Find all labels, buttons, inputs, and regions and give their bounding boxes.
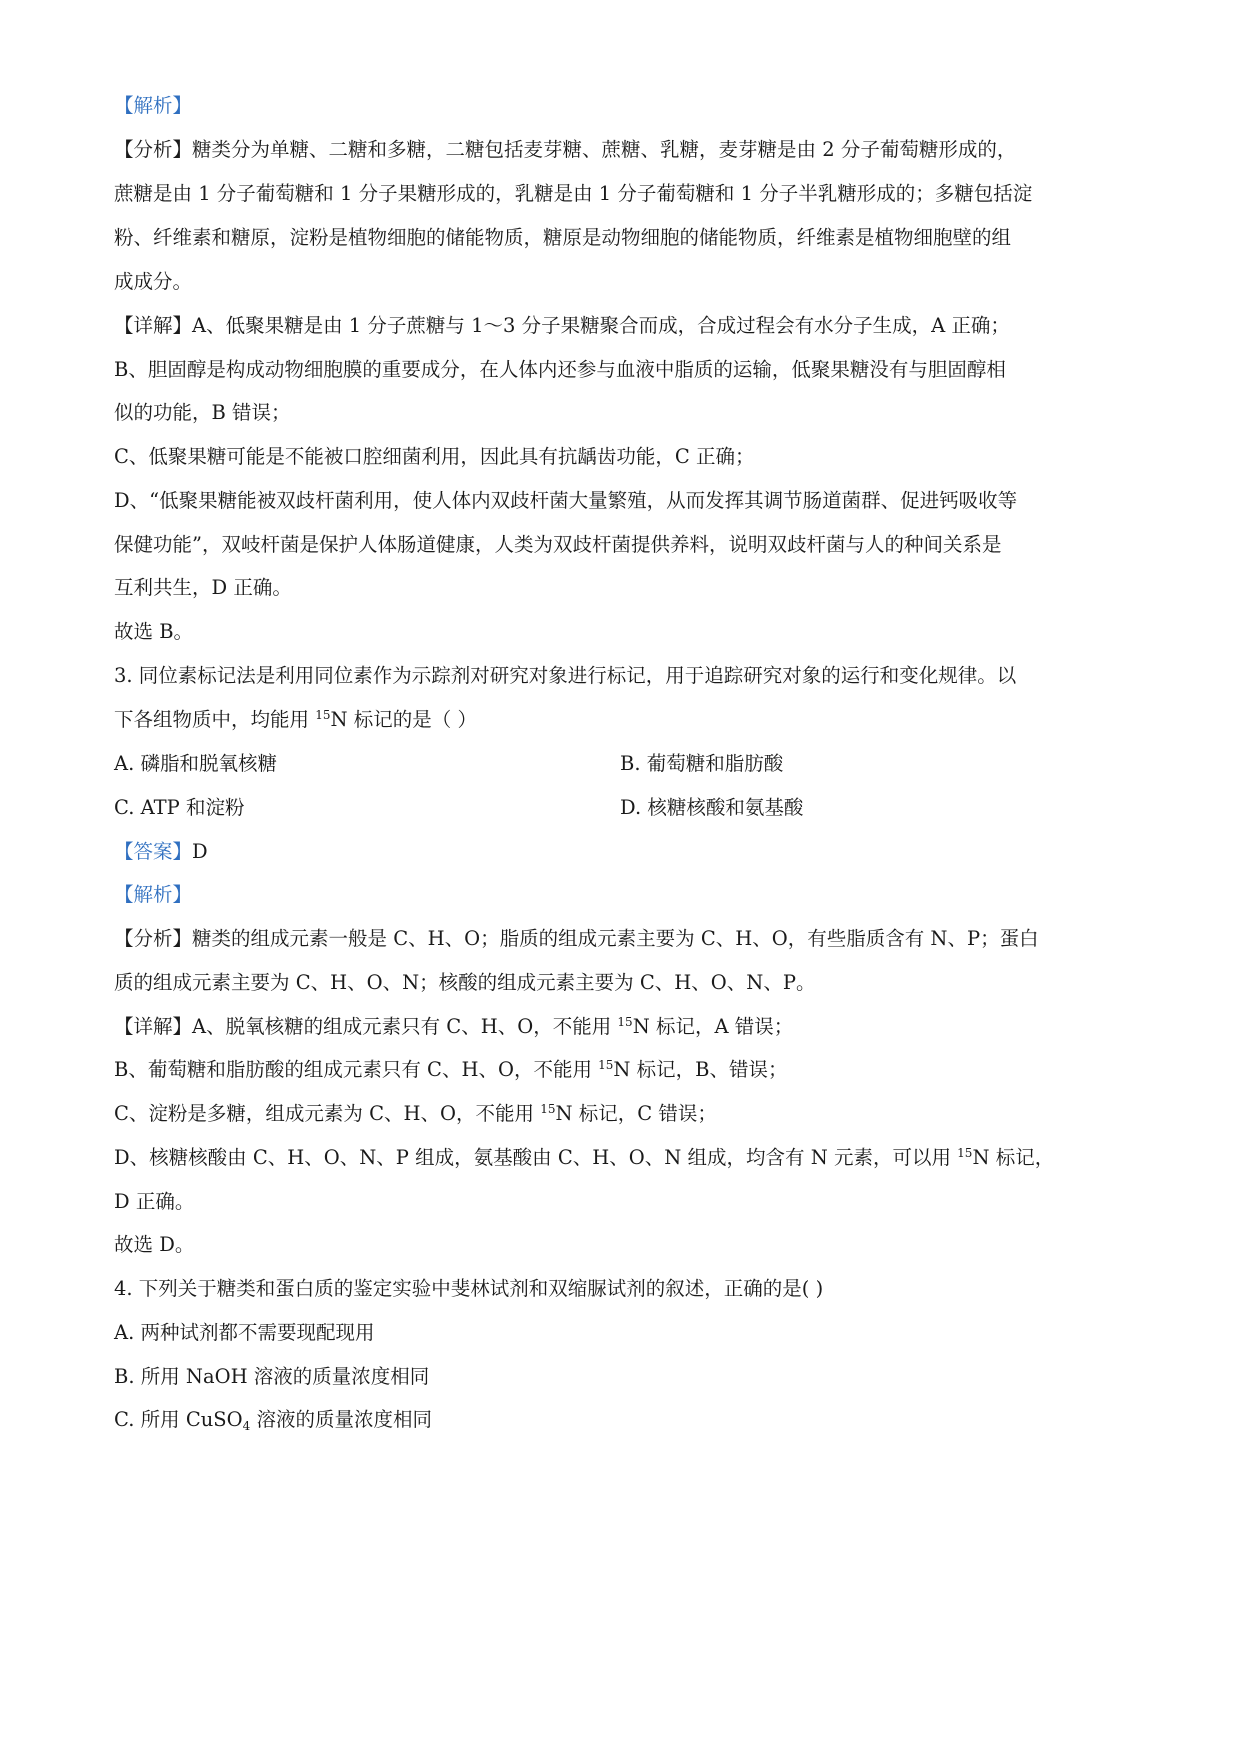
detail-text: N 标记，	[972, 1146, 1055, 1169]
detail-line: D 正确。	[114, 1190, 195, 1213]
detail-line: B、胆固醇是构成动物细胞膜的重要成分，在人体内还参与血液中脂质的运输，低聚果糖没有与胆固醇相	[114, 358, 1006, 381]
isotope-superscript: 15	[957, 1146, 973, 1160]
xiangjie-tag: 【详解】	[114, 1015, 193, 1038]
option-c: C. ATP 和淀粉	[114, 796, 245, 819]
option-a: A. 磷脂和脱氧核糖	[114, 752, 277, 775]
question-stem: 3. 同位素标记法是利用同位素作为示踪剂对研究对象进行标记，用于追踪研究对象的运行和变化规律。以	[114, 664, 1017, 687]
detail-text: A、脱氧核糖的组成元素只有 C、H、O，不能用	[192, 1015, 618, 1038]
detail-line	[114, 1100, 1134, 1128]
detail-text: A、低聚果糖是由 1 分子蔗糖与 1～3 分子果糖聚合而成，合成过程会有水分子生成，A 正确；	[192, 314, 1010, 337]
analysis-text: 糖类的组成元素一般是 C、H、O；脂质的组成元素主要为 C、H、O，有些脂质含有 N、P；蛋白	[192, 927, 1039, 950]
detail-line: C、低聚果糖可能是不能被口腔细菌利用，因此具有抗龋齿功能，C 正确；	[114, 445, 755, 468]
question-stem	[114, 706, 1134, 734]
option-d: D. 核糖核酸和氨基酸	[620, 796, 804, 819]
analysis-line: 成成分。	[114, 270, 193, 293]
analysis-line: 质的组成元素主要为 C、H、O、N；核酸的组成元素主要为 C、H、O、N、P。	[114, 971, 816, 994]
jiexi-tag: 【解析】	[114, 94, 193, 117]
isotope-superscript: 15	[598, 1058, 614, 1072]
detail-text: D、核糖核酸由 C、H、O、N、P 组成，氨基酸由 C、H、O、N 组成，均含有 N 元素，可以用	[114, 1146, 958, 1169]
detail-text: N 标记，A 错误；	[632, 1015, 794, 1038]
isotope-superscript: 15	[540, 1102, 556, 1116]
option-text: C. 所用 CuSO	[114, 1408, 243, 1431]
option-b: B. 葡萄糖和脂肪酸	[620, 752, 784, 775]
option-text: 溶液的质量浓度相同	[250, 1408, 432, 1431]
detail-line	[114, 1056, 1134, 1084]
isotope-superscript: 15	[315, 708, 331, 722]
isotope-superscript: 15	[617, 1015, 633, 1029]
detail-line: D、“低聚果糖能被双歧杆菌利用，使人体内双歧杆菌大量繁殖，从而发挥其调节肠道菌群、促进钙吸收等	[114, 489, 1018, 512]
xiangjie-tag: 【详解】	[114, 314, 193, 337]
jiexi-tag: 【解析】	[114, 883, 193, 906]
detail-text: C、淀粉是多糖，组成元素为 C、H、O，不能用	[114, 1102, 541, 1125]
analysis-text: 糖类分为单糖、二糖和多糖，二糖包括麦芽糖、蔗糖、乳糖，麦芽糖是由 2 分子葡萄糖形成的，	[192, 138, 1017, 161]
detail-line	[114, 1013, 1134, 1041]
detail-line: 保健功能”，双岐杆菌是保护人体肠道健康，人类为双歧杆菌提供养料，说明双歧杆菌与人的种间关系是	[114, 533, 1002, 556]
analysis-line: 粉、纤维素和糖原，淀粉是植物细胞的储能物质，糖原是动物细胞的储能物质，纤维素是植物细胞壁的组	[114, 226, 1012, 249]
analysis-line: 蔗糖是由 1 分子葡萄糖和 1 分子果糖形成的，乳糖是由 1 分子葡萄糖和 1 分子半乳糖形成的；多糖包括淀	[114, 182, 1033, 205]
analysis-line	[114, 136, 1134, 164]
fenxi-tag: 【分析】	[114, 138, 193, 161]
detail-line	[114, 312, 1134, 340]
analysis-line	[114, 925, 1134, 953]
option-c	[114, 1406, 1134, 1434]
option-b: B. 所用 NaOH 溶液的质量浓度相同	[114, 1365, 430, 1388]
detail-line: 互利共生，D 正确。	[114, 576, 292, 599]
conclusion-line: 故选 B。	[114, 620, 194, 643]
option-a: A. 两种试剂都不需要现配现用	[114, 1321, 375, 1344]
stem-text: 下各组物质中，均能用	[114, 708, 316, 731]
detail-line: 似的功能，B 错误；	[114, 401, 291, 424]
detail-text: N 标记，C 错误；	[555, 1102, 717, 1125]
stem-text: N 标记的是（ ）	[330, 708, 477, 731]
fenxi-tag: 【分析】	[114, 927, 193, 950]
question-stem: 4. 下列关于糖类和蛋白质的鉴定实验中斐林试剂和双缩脲试剂的叙述，正确的是( )	[114, 1277, 824, 1300]
answer-line	[114, 838, 1134, 866]
detail-line	[114, 1144, 1134, 1172]
answer-tag: 【答案】	[114, 840, 193, 863]
detail-text: B、葡萄糖和脂肪酸的组成元素只有 C、H、O，不能用	[114, 1058, 599, 1081]
answer-value: D	[192, 840, 208, 863]
subscript: 4	[242, 1419, 251, 1433]
conclusion-line: 故选 D。	[114, 1233, 195, 1256]
detail-text: N 标记，B、错误；	[613, 1058, 788, 1081]
